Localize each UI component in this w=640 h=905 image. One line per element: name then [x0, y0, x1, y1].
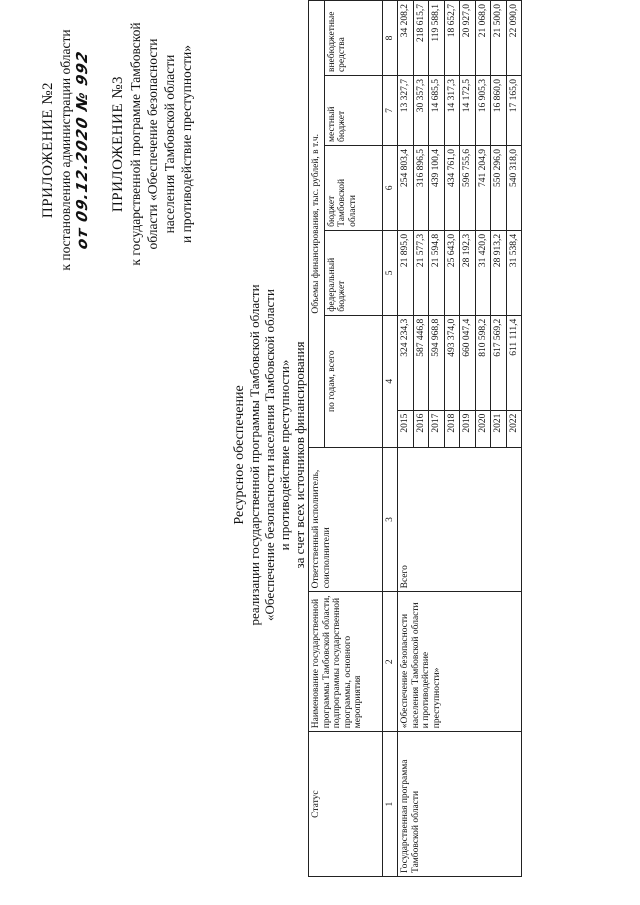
regional-cell: 550 296,0 [491, 145, 507, 230]
total-cell: 587 446,8 [413, 315, 429, 410]
column-number: 7 [382, 76, 398, 146]
regional-cell: 316 896,5 [413, 145, 429, 230]
extra-cell: 21 500,0 [491, 1, 507, 76]
column-number: 4 [382, 315, 398, 447]
federal-cell: 21 594,8 [429, 230, 445, 315]
header-status: Статус [309, 732, 383, 877]
executor-cell: Всего [398, 447, 522, 592]
column-number: 2 [382, 592, 398, 732]
total-cell: 493 374,0 [444, 315, 460, 410]
regional-cell: 596 755,6 [460, 145, 476, 230]
year-row [398, 1, 414, 877]
local-cell: 16 905,3 [475, 76, 491, 146]
total-cell: 611 111,4 [506, 315, 522, 410]
local-cell: 17 165,0 [506, 76, 522, 146]
local-cell: 14 172,5 [460, 76, 476, 146]
appendix-2-line: к постановлению администрации области [58, 29, 73, 271]
extra-cell: 21 068,0 [475, 1, 491, 76]
total-cell: 617 569,2 [491, 315, 507, 410]
federal-cell: 28 913,2 [491, 230, 507, 315]
document-title-line: за счет всех источников финансирования [292, 341, 307, 569]
federal-cell: 31 538,4 [506, 230, 522, 315]
header-executor: Ответственный исполнитель, соисполнители [309, 447, 383, 592]
document-title [232, 205, 307, 705]
extra-cell: 18 652,7 [444, 1, 460, 76]
appendix-3-title: ПРИЛОЖЕНИЕ №3 [110, 75, 126, 213]
local-cell: 30 357,3 [413, 76, 429, 146]
federal-cell: 28 192,3 [460, 230, 476, 315]
header-regional: бюджет Тамбовской области [324, 145, 382, 230]
column-number: 3 [382, 447, 398, 592]
local-cell: 14 317,3 [444, 76, 460, 146]
year-cell: 2019 [460, 410, 476, 447]
column-number: 5 [382, 230, 398, 315]
regional-cell: 439 100,4 [429, 145, 445, 230]
header-extra: внебюджетные средства [324, 1, 382, 76]
appendix-3-line: населения Тамбовской области [162, 54, 177, 234]
document-title-line: Ресурсное обеспечение [232, 385, 247, 525]
appendix-3-line: к государственной программе Тамбовской [128, 22, 143, 266]
year-cell: 2022 [506, 410, 522, 447]
extra-cell: 218 615,7 [413, 1, 429, 76]
total-cell: 660 047,4 [460, 315, 476, 410]
total-cell: 594 968,8 [429, 315, 445, 410]
year-cell: 2017 [429, 410, 445, 447]
federal-cell: 21 895,0 [398, 230, 414, 315]
year-cell: 2018 [444, 410, 460, 447]
extra-cell: 119 588,1 [429, 1, 445, 76]
federal-cell: 25 643,0 [444, 230, 460, 315]
appendix-3-line: области «Обеспечение безопасности [145, 38, 160, 250]
column-number-row [382, 1, 398, 877]
year-cell: 2020 [475, 410, 491, 447]
extra-cell: 20 927,0 [460, 1, 476, 76]
regional-cell: 254 803,4 [398, 145, 414, 230]
local-cell: 14 685,5 [429, 76, 445, 146]
extra-cell: 34 208,2 [398, 1, 414, 76]
status-cell: Государственная программа Тамбовской области [398, 732, 522, 877]
handwritten-date-number: от 09.12.2020 № 992 [73, 49, 91, 251]
document-title-line: реализации государственной программы Тамбовской области [247, 284, 262, 626]
column-number: 8 [382, 1, 398, 76]
header-local: местный бюджет [324, 76, 382, 146]
header-by-year: по годам, всего [324, 315, 382, 447]
federal-cell: 31 420,0 [475, 230, 491, 315]
program-name-cell: «Обеспечение безопасности населения Тамбовской области и противодействие преступности» [398, 592, 522, 732]
year-cell: 2015 [398, 410, 414, 447]
federal-cell: 21 577,3 [413, 230, 429, 315]
appendix-3-header [110, 9, 195, 279]
total-cell: 324 234,3 [398, 315, 414, 410]
local-cell: 13 327,7 [398, 76, 414, 146]
regional-cell: 741 204,9 [475, 145, 491, 230]
header-volumes: Объемы финансирования, тыс. рублей, в т.ч. [309, 1, 325, 448]
header-name: Наименование государственной программы Тамбовской области, подпрограммы государственной программы, основного мероприятия [309, 592, 383, 732]
local-cell: 16 860,0 [491, 76, 507, 146]
column-number: 1 [382, 732, 398, 877]
regional-cell: 540 318,0 [506, 145, 522, 230]
header-federal: федеральный бюджет [324, 230, 382, 315]
year-cell: 2016 [413, 410, 429, 447]
column-number: 6 [382, 145, 398, 230]
document-title-line: «Обеспечение безопасности населения Тамбовской области [262, 289, 277, 621]
year-cell: 2021 [491, 410, 507, 447]
document-title-line: и противодействие преступности» [277, 359, 292, 551]
financing-table [308, 0, 522, 877]
total-cell: 810 598,2 [475, 315, 491, 410]
extra-cell: 22 090,0 [506, 1, 522, 76]
appendix-3-line: и противодействие преступности» [179, 44, 194, 244]
appendix-2-title: ПРИЛОЖЕНИЕ №2 [40, 81, 56, 219]
regional-cell: 434 761,0 [444, 145, 460, 230]
appendix-2-header [40, 25, 91, 275]
